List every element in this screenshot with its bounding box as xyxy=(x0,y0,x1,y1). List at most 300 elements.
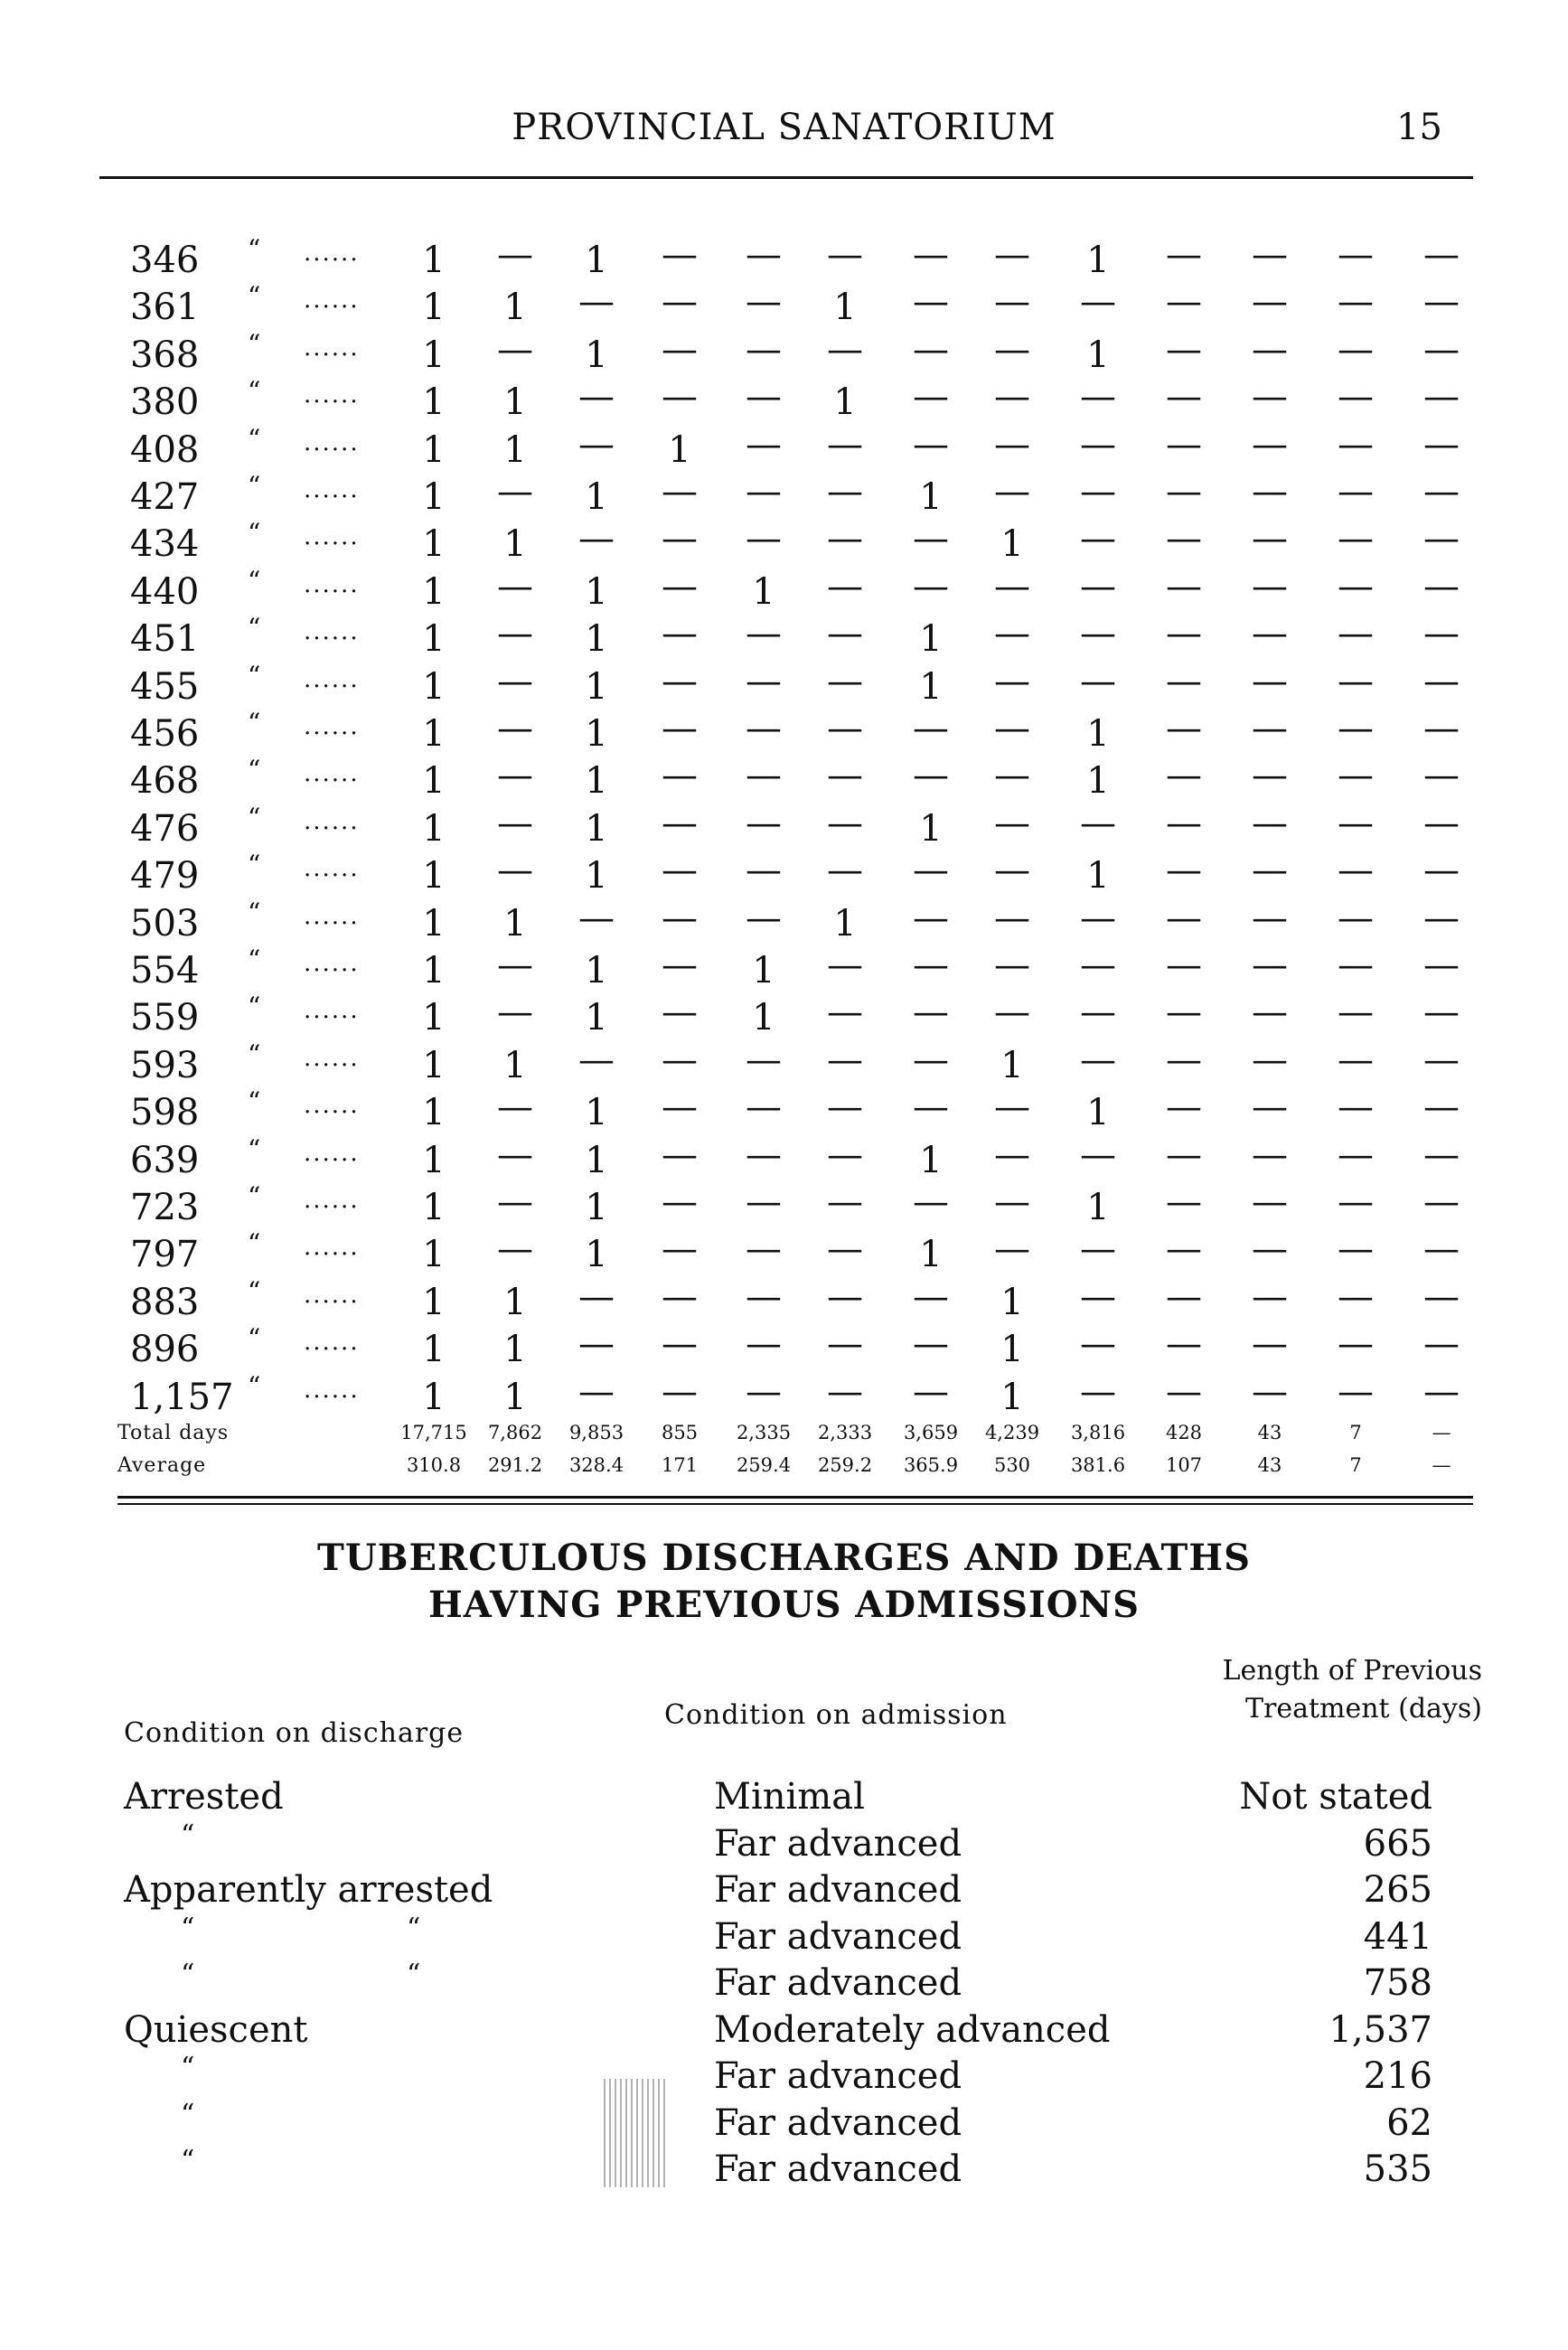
table-cell: — xyxy=(913,755,949,797)
table-cell: 1 xyxy=(585,950,608,992)
table-cell: — xyxy=(913,1039,949,1081)
table-cell: 1 xyxy=(1000,1281,1024,1323)
header-rule xyxy=(99,176,1473,179)
table-cell: — xyxy=(662,1323,698,1366)
ditto-mark: “ xyxy=(248,897,261,927)
table-cell: — xyxy=(913,376,949,418)
table-cell: — xyxy=(746,376,782,418)
table-cell: — xyxy=(497,1086,533,1129)
table-cell: — xyxy=(662,992,698,1034)
table-cell: — xyxy=(1338,471,1374,512)
table-cell: — xyxy=(994,755,1030,797)
table-cell: — xyxy=(1338,565,1374,607)
table-cell: — xyxy=(578,897,615,939)
table-cell: — xyxy=(578,1323,615,1366)
table-cell: — xyxy=(994,1133,1030,1176)
table-cell: — xyxy=(1080,1275,1116,1318)
table-cell: — xyxy=(662,708,698,749)
table-cell: — xyxy=(746,281,782,324)
days-cell: 639 xyxy=(130,1139,200,1181)
ditto-mark: “ xyxy=(248,1275,261,1306)
days-cell: 408 xyxy=(130,428,200,471)
table-cell: — xyxy=(1423,660,1460,702)
table-cell: — xyxy=(1252,423,1288,465)
table-cell: — xyxy=(827,1323,863,1366)
table-cell: — xyxy=(994,565,1030,607)
average-cell: 530 xyxy=(993,1454,1031,1476)
table-cell: — xyxy=(827,755,863,797)
treatment-length: 265 xyxy=(1363,1869,1432,1911)
table-cell: — xyxy=(746,1086,782,1129)
table-cell: — xyxy=(1080,281,1116,324)
discharge-row xyxy=(0,2145,1568,2194)
table-cell: — xyxy=(913,945,949,986)
table-cell: — xyxy=(827,708,863,749)
table-cell: — xyxy=(994,708,1030,749)
dot-leader: ...... xyxy=(304,1044,360,1072)
table-cell: — xyxy=(827,992,863,1034)
dot-leader: ...... xyxy=(304,570,360,598)
admission-condition: Far advanced xyxy=(714,1822,962,1865)
dot-leader: ...... xyxy=(304,240,360,267)
admission-condition: Far advanced xyxy=(714,2148,962,2190)
table-cell: 1 xyxy=(1086,713,1110,755)
table-cell: — xyxy=(497,328,533,371)
total-days-cell: 7,862 xyxy=(487,1422,543,1443)
table-cell: — xyxy=(662,1228,698,1271)
table-row xyxy=(0,565,1568,618)
table-cell: — xyxy=(1252,518,1288,560)
table-cell: — xyxy=(497,1228,533,1271)
dot-leader: ...... xyxy=(304,1234,360,1262)
table-cell: — xyxy=(827,518,863,560)
table-cell: 1 xyxy=(585,1092,608,1134)
table-cell: 1 xyxy=(503,1329,527,1371)
average-row xyxy=(0,1454,1568,1485)
table-cell: — xyxy=(1338,1086,1374,1129)
table-cell: — xyxy=(994,471,1030,512)
table-cell: — xyxy=(994,613,1030,655)
column-header-admission: Condition on admission xyxy=(664,1699,1008,1731)
table-cell: — xyxy=(1423,1228,1460,1271)
table-cell: 1 xyxy=(752,997,775,1039)
dot-leader: ...... xyxy=(304,1187,360,1214)
table-row xyxy=(0,708,1568,760)
table-cell: — xyxy=(827,471,863,512)
table-cell: — xyxy=(1166,565,1202,607)
table-cell: — xyxy=(827,1039,863,1081)
days-cell: 434 xyxy=(130,523,200,566)
table-cell: — xyxy=(913,850,949,892)
table-cell: 1 xyxy=(585,1187,608,1228)
average-label: Average xyxy=(117,1454,207,1477)
table-cell: 1 xyxy=(422,1139,446,1181)
table-cell: — xyxy=(1423,423,1460,465)
table-cell: — xyxy=(1252,897,1288,939)
table-cell: — xyxy=(827,565,863,607)
table-row xyxy=(0,471,1568,523)
table-cell: 1 xyxy=(422,1092,446,1134)
table-cell: — xyxy=(1423,1370,1460,1413)
table-cell: — xyxy=(746,1133,782,1176)
ditto-mark: “ xyxy=(248,1086,261,1117)
table-cell: — xyxy=(662,945,698,986)
table-cell: — xyxy=(913,281,949,324)
table-row xyxy=(0,755,1568,807)
table-cell: 1 xyxy=(585,665,608,708)
treatment-length: 216 xyxy=(1363,2055,1432,2097)
table-cell: 1 xyxy=(503,428,527,471)
table-row xyxy=(0,376,1568,428)
table-cell: 1 xyxy=(422,807,446,850)
average-cell: 171 xyxy=(661,1454,699,1476)
dot-leader: ...... xyxy=(304,428,360,456)
table-cell: — xyxy=(662,328,698,371)
table-cell: — xyxy=(662,1086,698,1129)
page-number: 15 xyxy=(1396,107,1442,148)
table-cell: — xyxy=(827,1086,863,1129)
dot-leader: ...... xyxy=(304,618,360,646)
ditto-mark: “ xyxy=(248,518,261,549)
table-row xyxy=(0,1039,1568,1092)
ditto-mark: “ xyxy=(248,755,261,785)
average-cell: 259.2 xyxy=(817,1454,873,1476)
table-cell: — xyxy=(1166,423,1202,465)
ditto-mark: “ xyxy=(407,1912,421,1944)
ditto-mark: “ xyxy=(181,2145,195,2176)
table-cell: 1 xyxy=(422,855,446,898)
discharge-row xyxy=(0,1869,1568,1914)
total-days-cell: 3,816 xyxy=(1070,1422,1126,1443)
scan-smudge xyxy=(604,2079,667,2187)
table-cell: — xyxy=(994,1181,1030,1223)
admission-condition: Moderately advanced xyxy=(714,2008,1111,2051)
ditto-mark: “ xyxy=(248,1323,261,1354)
table-cell: 1 xyxy=(422,287,446,329)
total-days-cell: 4,239 xyxy=(984,1422,1040,1443)
average-cell: 310.8 xyxy=(406,1454,462,1476)
table-cell: 1 xyxy=(1086,855,1110,898)
table-cell: 1 xyxy=(833,902,857,945)
table-cell: 1 xyxy=(1086,1092,1110,1134)
table-cell: 1 xyxy=(422,902,446,945)
days-cell: 380 xyxy=(130,381,200,424)
table-cell: — xyxy=(746,850,782,892)
table-cell: 1 xyxy=(585,618,608,661)
table-cell: — xyxy=(1423,1086,1460,1129)
admission-condition: Far advanced xyxy=(714,1915,962,1958)
ditto-mark: “ xyxy=(248,423,261,454)
table-cell: — xyxy=(913,708,949,749)
column-header-discharge: Condition on discharge xyxy=(124,1717,465,1749)
days-cell: 797 xyxy=(130,1234,200,1276)
ditto-mark: “ xyxy=(248,1181,261,1211)
table-cell: 1 xyxy=(752,950,775,992)
table-cell: — xyxy=(497,660,533,702)
table-cell: — xyxy=(913,518,949,560)
table-cell: — xyxy=(1338,1039,1374,1081)
table-cell: — xyxy=(497,802,533,844)
table-cell: — xyxy=(578,376,615,418)
table-cell: — xyxy=(1252,1275,1288,1318)
table-cell: — xyxy=(1252,1039,1288,1081)
table-cell: 1 xyxy=(585,1234,608,1276)
table-cell: 1 xyxy=(752,570,775,613)
table-cell: — xyxy=(1338,945,1374,986)
table-cell: — xyxy=(662,376,698,418)
table-cell: — xyxy=(1080,660,1116,702)
table-cell: 1 xyxy=(1000,1044,1024,1086)
table-cell: — xyxy=(746,1039,782,1081)
table-cell: — xyxy=(662,755,698,797)
days-cell: 427 xyxy=(130,476,200,518)
ditto-mark: “ xyxy=(248,992,261,1022)
table-cell: — xyxy=(1338,518,1374,560)
table-cell: — xyxy=(1423,234,1460,276)
discharge-row xyxy=(0,1912,1568,1961)
days-cell: 723 xyxy=(130,1187,200,1228)
average-cell: 381.6 xyxy=(1070,1454,1126,1476)
total-days-cell: — xyxy=(1432,1422,1451,1443)
table-cell: — xyxy=(913,1323,949,1366)
table-cell: — xyxy=(1080,423,1116,465)
dot-leader: ...... xyxy=(304,902,360,930)
average-cell: — xyxy=(1432,1454,1451,1476)
days-cell: 503 xyxy=(130,902,200,945)
table-row xyxy=(0,1181,1568,1234)
table-cell: 1 xyxy=(422,381,446,424)
days-cell: 593 xyxy=(130,1044,200,1086)
table-end-rule-second xyxy=(117,1503,1473,1505)
column-header-length-line-1: Length of Previous xyxy=(1222,1655,1482,1687)
table-row xyxy=(0,1133,1568,1187)
table-cell: — xyxy=(1338,281,1374,324)
table-cell: — xyxy=(913,234,949,276)
table-cell: — xyxy=(994,1228,1030,1271)
days-cell: 559 xyxy=(130,997,200,1039)
total-days-cell: 3,659 xyxy=(903,1422,959,1443)
table-cell: — xyxy=(662,1181,698,1223)
days-cell: 451 xyxy=(130,618,200,661)
table-cell: 1 xyxy=(919,807,943,850)
table-cell: 1 xyxy=(1086,760,1110,803)
table-cell: — xyxy=(746,1370,782,1413)
table-cell: — xyxy=(1338,755,1374,797)
ditto-mark: “ xyxy=(248,708,261,738)
ditto-mark: “ xyxy=(181,2052,195,2083)
table-cell: 1 xyxy=(422,1044,446,1086)
table-cell: 1 xyxy=(422,618,446,661)
table-cell: 1 xyxy=(1086,334,1110,376)
treatment-length: 758 xyxy=(1363,1962,1432,2004)
table-cell: — xyxy=(746,660,782,702)
total-days-cell: 855 xyxy=(661,1422,699,1443)
average-cell: 107 xyxy=(1165,1454,1203,1476)
table-cell: — xyxy=(1338,992,1374,1034)
average-cell: 328.4 xyxy=(568,1454,624,1476)
table-cell: — xyxy=(497,992,533,1034)
table-row xyxy=(0,802,1568,855)
days-cell: 479 xyxy=(130,855,200,898)
average-cell: 43 xyxy=(1257,1454,1282,1476)
days-cell: 368 xyxy=(130,334,200,376)
total-days-cell: 428 xyxy=(1165,1422,1203,1443)
days-cell: 554 xyxy=(130,950,200,992)
table-cell: — xyxy=(1338,1181,1374,1223)
table-cell: — xyxy=(994,945,1030,986)
table-cell: — xyxy=(1166,802,1202,844)
table-cell: — xyxy=(1166,1039,1202,1081)
ditto-mark: “ xyxy=(181,2098,195,2130)
table-cell: — xyxy=(1080,1323,1116,1366)
table-cell: — xyxy=(994,234,1030,276)
table-cell: — xyxy=(913,1275,949,1318)
table-cell: — xyxy=(746,708,782,749)
table-cell: — xyxy=(746,897,782,939)
table-cell: — xyxy=(578,281,615,324)
table-cell: 1 xyxy=(422,334,446,376)
ditto-mark: “ xyxy=(248,376,261,407)
table-cell: — xyxy=(1423,376,1460,418)
total-days-cell: 9,853 xyxy=(568,1422,624,1443)
table-cell: — xyxy=(1252,281,1288,324)
table-row xyxy=(0,897,1568,950)
table-row xyxy=(0,1275,1568,1329)
page-title: PROVINCIAL SANATORIUM xyxy=(512,107,1056,148)
table-cell: 1 xyxy=(919,665,943,708)
table-cell: — xyxy=(1252,565,1288,607)
table-cell: — xyxy=(1423,802,1460,844)
table-end-rule xyxy=(117,1496,1473,1499)
table-cell: — xyxy=(1080,376,1116,418)
table-cell: 1 xyxy=(668,428,691,471)
dot-leader: ...... xyxy=(304,381,360,409)
table-cell: — xyxy=(1338,708,1374,749)
table-cell: — xyxy=(1166,1275,1202,1318)
table-cell: — xyxy=(1338,328,1374,371)
table-cell: 1 xyxy=(585,713,608,755)
table-cell: — xyxy=(578,423,615,465)
table-cell: — xyxy=(827,234,863,276)
table-cell: — xyxy=(746,234,782,276)
table-cell: — xyxy=(1338,1370,1374,1413)
ditto-mark: “ xyxy=(248,1370,261,1401)
table-cell: — xyxy=(1423,945,1460,986)
treatment-length: 535 xyxy=(1363,2148,1432,2190)
table-cell: — xyxy=(1080,897,1116,939)
table-cell: 1 xyxy=(422,997,446,1039)
table-cell: — xyxy=(827,802,863,844)
table-cell: — xyxy=(1252,613,1288,655)
table-cell: — xyxy=(662,234,698,276)
table-cell: 1 xyxy=(503,1281,527,1323)
table-cell: — xyxy=(578,1039,615,1081)
table-cell: 1 xyxy=(585,997,608,1039)
table-cell: — xyxy=(1166,897,1202,939)
table-cell: 1 xyxy=(1086,240,1110,281)
table-cell: — xyxy=(1423,471,1460,512)
table-cell: — xyxy=(1252,471,1288,512)
table-cell: — xyxy=(497,1133,533,1176)
table-row xyxy=(0,613,1568,665)
table-cell: — xyxy=(497,850,533,892)
table-cell: — xyxy=(1338,1323,1374,1366)
table-cell: 1 xyxy=(422,950,446,992)
table-cell: — xyxy=(662,565,698,607)
total-days-row xyxy=(0,1422,1568,1452)
ditto-mark: “ xyxy=(248,945,261,974)
section-title-line-1: TUBERCULOUS DISCHARGES AND DEATHS xyxy=(317,1537,1251,1579)
table-cell: — xyxy=(497,708,533,749)
total-days-cell: 17,715 xyxy=(400,1422,467,1443)
ditto-mark: “ xyxy=(181,1912,195,1944)
dot-leader: ...... xyxy=(304,807,360,835)
table-row xyxy=(0,850,1568,902)
discharge-row xyxy=(0,1776,1568,1821)
table-cell: — xyxy=(1080,945,1116,986)
table-cell: 1 xyxy=(503,287,527,329)
table-cell: 1 xyxy=(919,1139,943,1181)
table-cell: — xyxy=(1080,1370,1116,1413)
table-row xyxy=(0,1370,1568,1424)
table-cell: — xyxy=(1338,1275,1374,1318)
table-cell: — xyxy=(1166,518,1202,560)
dot-leader: ...... xyxy=(304,1092,360,1120)
average-cell: 259.4 xyxy=(736,1454,792,1476)
table-cell: — xyxy=(1166,945,1202,986)
days-cell: 896 xyxy=(130,1329,200,1371)
table-cell: — xyxy=(1166,471,1202,512)
table-cell: — xyxy=(1338,850,1374,892)
table-cell: — xyxy=(1252,755,1288,797)
table-row xyxy=(0,423,1568,476)
table-cell: — xyxy=(1080,565,1116,607)
table-cell: — xyxy=(578,1275,615,1318)
table-cell: — xyxy=(994,897,1030,939)
average-cell: 365.9 xyxy=(903,1454,959,1476)
table-cell: — xyxy=(1252,1133,1288,1176)
table-cell: — xyxy=(746,328,782,371)
discharge-row xyxy=(0,1959,1568,2007)
ditto-mark: “ xyxy=(248,328,261,359)
table-cell: 1 xyxy=(422,1187,446,1228)
table-cell: — xyxy=(1423,613,1460,655)
admission-condition: Far advanced xyxy=(714,1962,962,2004)
discharge-condition: Apparently arrested xyxy=(124,1869,493,1911)
table-cell: — xyxy=(994,376,1030,418)
table-cell: — xyxy=(1166,1323,1202,1366)
table-cell: — xyxy=(1252,376,1288,418)
table-cell: — xyxy=(994,281,1030,324)
table-cell: — xyxy=(827,1181,863,1223)
table-cell: — xyxy=(497,565,533,607)
dot-leader: ...... xyxy=(304,334,360,362)
discharge-row xyxy=(0,2098,1568,2148)
days-cell: 456 xyxy=(130,713,200,755)
discharge-condition: Arrested xyxy=(124,1776,284,1818)
table-cell: — xyxy=(746,471,782,512)
table-cell: 1 xyxy=(585,855,608,898)
table-cell: — xyxy=(1338,234,1374,276)
table-cell: 1 xyxy=(422,1329,446,1371)
ditto-mark: “ xyxy=(248,1039,261,1069)
table-cell: — xyxy=(1166,234,1202,276)
table-cell: — xyxy=(913,1181,949,1223)
table-cell: — xyxy=(1080,471,1116,512)
average-cell: 291.2 xyxy=(487,1454,543,1476)
table-cell: 1 xyxy=(919,1234,943,1276)
table-cell: 1 xyxy=(422,570,446,613)
